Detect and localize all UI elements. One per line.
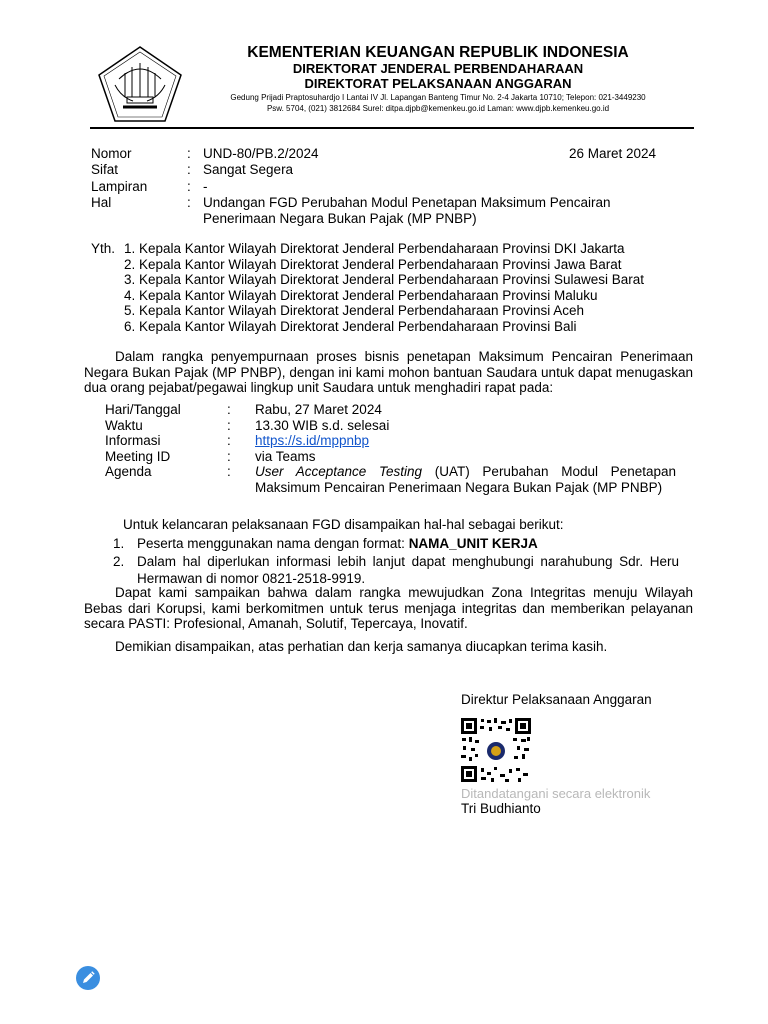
list-item: 6. Kepala Kantor Wilayah Direktorat Jenderal Perbendaharaan Provinsi Bali [124, 318, 577, 334]
meeting-details [105, 402, 685, 496]
nomor-label: Nomor [91, 146, 132, 161]
agenda-italic: User Acceptance Testing [255, 464, 423, 480]
agenda-label: Agenda [105, 464, 152, 480]
signatory-name: Tri Budhianto [461, 801, 541, 816]
list-item [113, 554, 679, 587]
directorate-name: DIREKTORAT PELAKSANAAN ANGGARAN [304, 76, 572, 91]
hal-value-line-1: Undangan FGD Perubahan Modul Penetapan Maksimum Pencairan [203, 194, 611, 210]
hari-label: Hari/Tanggal [105, 402, 181, 417]
meeting-id-label: Meeting ID [105, 448, 171, 464]
notes-intro: Untuk kelancaran pelaksanaan FGD disampaikan hal-hal sebagai berikut: [123, 517, 564, 532]
agenda-rest: (UAT) Perubahan Modul Penetapan Maksimum Pencairan Penerimaan Negara Bukan Pajak (MP PNBP) [255, 464, 676, 495]
waktu-label: Waktu [105, 417, 143, 433]
colon: : [187, 146, 191, 161]
list-item: 1. Kepala Kantor Wilayah Direktorat Jenderal Perbendaharaan Provinsi DKI Jakarta [124, 241, 625, 256]
directorate-general-name: DIREKTORAT JENDERAL PERBENDAHARAAN [292, 61, 584, 76]
colon: : [227, 402, 231, 417]
pen-edit-icon[interactable] [76, 966, 100, 990]
colon: : [187, 178, 191, 194]
ministry-name: KEMENTERIAN KEUANGAN REPUBLIK INDONESIA [247, 44, 629, 61]
letterhead-divider [90, 127, 694, 129]
hari-value: Rabu, 27 Maret 2024 [255, 402, 382, 417]
list-item: 3. Kepala Kantor Wilayah Direktorat Jenderal Perbendaharaan Provinsi Sulawesi Barat [124, 272, 645, 288]
intro-paragraph: Dalam rangka penyempurnaan proses bisnis penetapan Maksimum Pencairan Penerimaan Negara Bukan Pajak (MP PNBP), dengan ini kami mohon bantuan Saudara untuk dapat menugaskan dua orang pejabat/pegawai lingkup unit Saudara untuk menghadiri rapat pada: [84, 349, 693, 396]
nomor-value: UND-80/PB.2/2024 [203, 146, 319, 161]
informasi-link[interactable]: https://s.id/mppnbp [255, 433, 370, 449]
list-item: 5. Kepala Kantor Wilayah Direktorat Jenderal Perbendaharaan Provinsi Aceh [124, 303, 585, 319]
integrity-paragraph: Dapat kami sampaikan bahwa dalam rangka mewujudkan Zona Integritas menuju Wilayah Bebas dari Korupsi, kami berkomitmen untuk terus menjaga integritas dan memberikan pelayanan secara PASTI: Profesional, Amanah, Solutif, Tepercaya, Inovatif. [84, 585, 693, 632]
address-line-1: Gedung Prijadi Praptosuhardjo I Lantai IV Jl. Lapangan Banteng Timur No. 2-4 Jakarta 10710; Telepon: 021-3449230 [230, 93, 646, 102]
note-number: 2. [113, 554, 125, 570]
letter-meta [91, 146, 671, 227]
kemenkeu-emblem-icon [97, 45, 183, 123]
colon: : [227, 464, 231, 480]
colon: : [227, 417, 231, 433]
electronic-signature-note: Ditandatangani secara elektronik [461, 786, 651, 801]
note-number: 1. [113, 535, 125, 551]
note-text: Dalam hal diperlukan informasi lebih lanjut dapat menghubungi narahubung Sdr. Heru Hermawan di nomor 0821-2518-9919. [137, 554, 679, 586]
sifat-value: Sangat Segera [203, 162, 294, 178]
qr-code-icon [461, 718, 531, 782]
waktu-value: 13.30 WIB s.d. selesai [255, 417, 390, 433]
colon: : [227, 448, 231, 464]
closing-paragraph: Demikian disampaikan, atas perhatian dan kerja samanya diucapkan terima kasih. [115, 639, 608, 654]
lampiran-value: - [203, 178, 208, 194]
letterhead [190, 44, 686, 114]
lampiran-label: Lampiran [91, 178, 148, 194]
address-line-2: Psw. 5704, (021) 3812684 Surel: ditpa.djpb@kemenkeu.go.id Laman: www.djpb.kemenkeu.go.id [266, 103, 610, 113]
agenda-value [255, 464, 676, 495]
note-text: Peserta menggunakan nama dengan format: [137, 535, 409, 551]
recipients-lead: Yth. [91, 241, 116, 256]
letter-date: 26 Maret 2024 [569, 146, 657, 161]
hal-label: Hal [91, 194, 112, 210]
signature-title: Direktur Pelaksanaan Anggaran [461, 692, 652, 707]
colon: : [227, 433, 231, 449]
note-bold: NAMA_UNIT KERJA [408, 535, 538, 551]
colon: : [187, 194, 191, 210]
list-item [113, 536, 679, 552]
list-item: 4. Kepala Kantor Wilayah Direktorat Jenderal Perbendaharaan Provinsi Maluku [124, 287, 598, 303]
sifat-label: Sifat [91, 162, 119, 178]
list-item: 2. Kepala Kantor Wilayah Direktorat Jenderal Perbendaharaan Provinsi Jawa Barat [124, 256, 622, 272]
colon: : [187, 162, 191, 178]
notes [113, 517, 679, 587]
meeting-id-value: via Teams [255, 448, 316, 464]
hal-value-line-2: Penerimaan Negara Bukan Pajak (MP PNBP) [203, 210, 477, 226]
informasi-label: Informasi [105, 433, 161, 449]
